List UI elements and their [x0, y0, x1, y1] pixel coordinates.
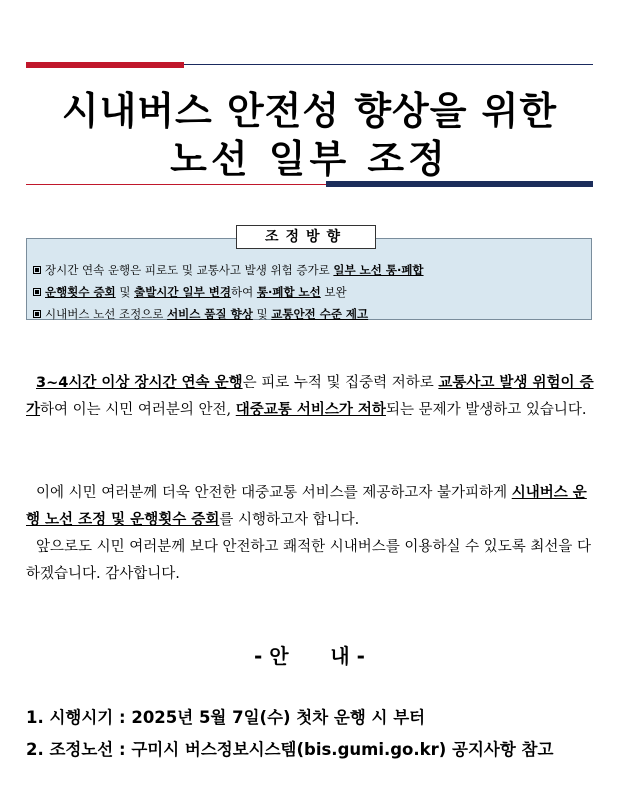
title-navy-bar — [326, 181, 593, 187]
square-bullet-icon — [33, 266, 41, 274]
emphasis-text: 교통안전 수준 제고 — [271, 307, 369, 321]
text-run: 및 — [252, 307, 272, 321]
text-run: 하여 — [230, 285, 257, 299]
title-thin-line — [26, 184, 326, 185]
direction-heading: 조정방향 — [236, 225, 376, 249]
emphasis-text: 교통사고 발생 위험이 증가 — [26, 375, 594, 418]
emphasis-text: 출발시간 일부 변경 — [134, 285, 231, 299]
body-paragraph-3 — [26, 534, 594, 588]
direction-item-1 — [33, 262, 424, 278]
body-paragraph-1 — [26, 370, 594, 424]
page-title-line1: 시내버스 안전성 향상을 위한 — [61, 89, 558, 133]
emphasis-text: 통·폐합 노선 — [256, 285, 321, 299]
text-run: 앞으로도 시민 여러분께 보다 안전하고 쾌적한 시내버스를 이용하실 수 있도록 최선을 다하겠습니다. 감사합니다. — [26, 539, 591, 582]
direction-item-3 — [33, 306, 368, 322]
emphasis-text: 대중교통 서비스가 저하 — [235, 402, 386, 418]
emphasis-text: 시내버스 운행 노선 조정 및 운행횟수 증회 — [26, 485, 587, 528]
square-bullet-icon — [33, 310, 41, 318]
emphasis-text: 서비스 품질 향상 — [167, 307, 253, 321]
emphasis-text: 운행횟수 증회 — [45, 285, 116, 299]
text-run: 되는 문제가 발생하고 있습니다. — [385, 402, 587, 418]
guide-heading: - 안 내 - — [254, 644, 365, 668]
guide-item-routes: 2. 조정노선 : 구미시 버스정보시스템(bis.gumi.go.kr) 공지사항 참고 — [26, 740, 554, 759]
text-run: 를 시행하고자 합니다. — [219, 512, 360, 528]
text-run: 시내버스 노선 조정으로 — [45, 307, 168, 321]
text-run: 은 피로 누적 및 집중력 저하로 — [242, 375, 439, 391]
text-run: 하여 이는 시민 여러분의 안전, — [40, 402, 236, 418]
body-paragraph-2 — [26, 480, 594, 534]
emphasis-text: 3~4시간 이상 장시간 연속 운행 — [36, 375, 243, 391]
header-red-bar — [26, 62, 184, 68]
header-thin-line — [184, 64, 593, 65]
page-title-line2: 노선 일부 조정 — [170, 137, 449, 181]
text-run: 이에 시민 여러분께 더욱 안전한 대중교통 서비스를 제공하고자 불가피하게 — [36, 485, 512, 501]
text-run: 장시간 연속 운행은 피로도 및 교통사고 발생 위험 증가로 — [45, 263, 334, 277]
guide-item-schedule: 1. 시행시기 : 2025년 5월 7일(수) 첫차 운행 시 부터 — [26, 708, 426, 727]
text-run: 보완 — [320, 285, 347, 299]
square-bullet-icon — [33, 288, 41, 296]
emphasis-text: 일부 노선 통·폐합 — [333, 263, 424, 277]
text-run: 및 — [115, 285, 135, 299]
direction-item-2 — [33, 284, 347, 300]
